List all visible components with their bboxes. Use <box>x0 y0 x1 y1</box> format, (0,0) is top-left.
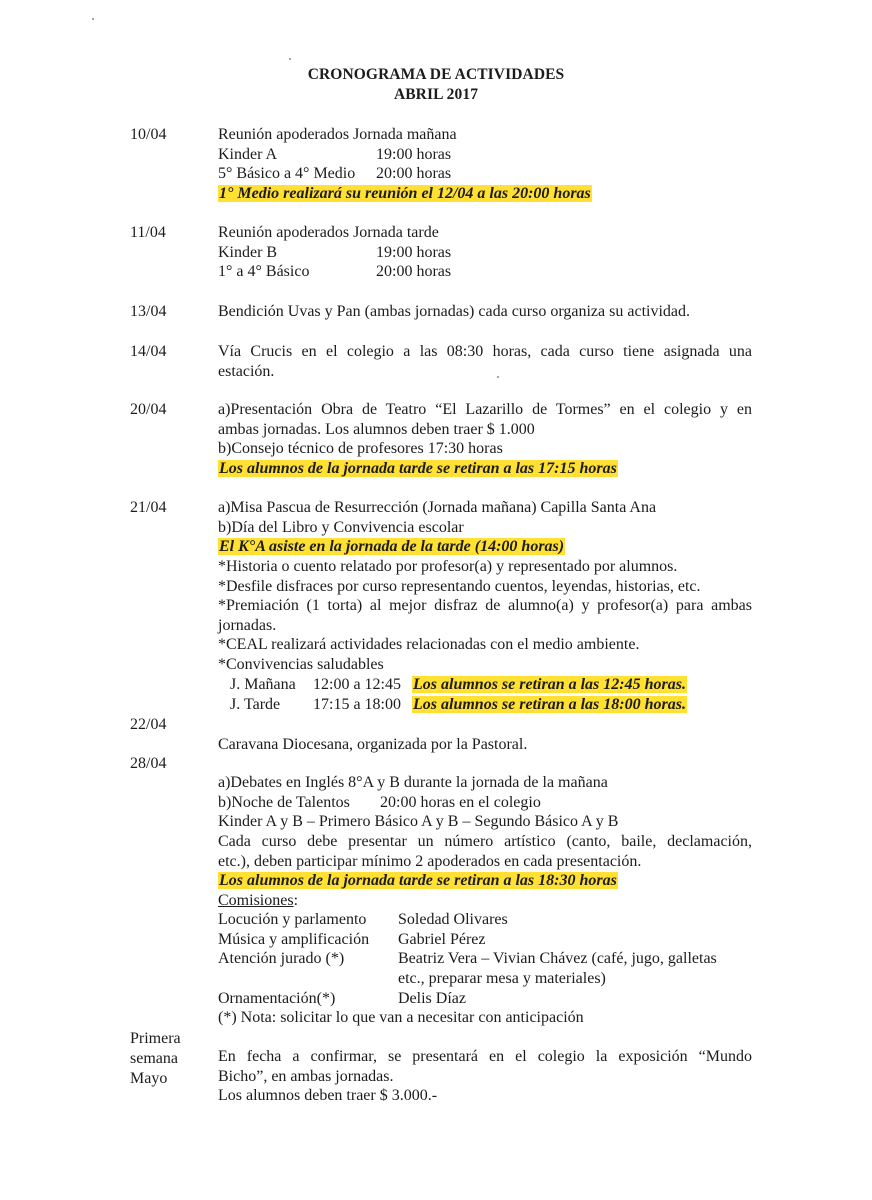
highlight-note: 1° Medio realizará su reunión el 12/04 a las 20:00 horas <box>219 185 591 202</box>
entry-text: Reunión apoderados Jornada mañana <box>218 126 457 143</box>
entry-date: Primera <box>130 1030 181 1047</box>
scan-speck <box>289 58 291 60</box>
entry-text: En fecha a confirmar, se presentará en el colegio la exposición “Mundo <box>218 1048 752 1065</box>
entry-date: 22/04 <box>130 716 167 733</box>
commission-role: Ornamentación(*) <box>218 990 336 1007</box>
entry-date: 28/04 <box>130 755 167 772</box>
shift: J. Tarde <box>230 696 281 713</box>
entry-date: 13/04 <box>130 303 167 320</box>
entry-text: *CEAL realizará actividades relacionadas con el medio ambiente. <box>218 636 640 653</box>
entry-text: *Convivencias saludables <box>218 656 384 673</box>
entry-text: Bendición Uvas y Pan (ambas jornadas) cada curso organiza su actividad. <box>218 303 690 320</box>
entry-text: Reunión apoderados Jornada tarde <box>218 224 439 241</box>
entry-date: 20/04 <box>130 401 167 418</box>
entry-text: *Premiación (1 torta) al mejor disfraz de alumno(a) y profesor(a) para ambas <box>218 597 752 614</box>
entry-text: ambas jornadas. Los alumnos deben traer $ 1.000 <box>218 421 535 438</box>
shift: J. Mañana <box>230 676 296 693</box>
commission-role: Música y amplificación <box>218 931 370 948</box>
entry-text: Caravana Diocesana, organizada por la Pastoral. <box>218 736 528 753</box>
time: 20:00 horas <box>376 165 452 182</box>
entry-text: Vía Crucis en el colegio a las 08:30 horas, cada curso tiene asignada una <box>218 343 752 360</box>
course: Kinder A <box>218 146 278 163</box>
commission-row <box>218 950 717 968</box>
entry-text: Cada curso debe presentar un número artístico (canto, baile, declamación, <box>218 833 752 850</box>
schedule-row <box>230 696 687 714</box>
commission-person: Gabriel Pérez <box>398 931 486 948</box>
schedule-row <box>218 165 451 183</box>
document-title: CRONOGRAMA DE ACTIVIDADES <box>307 66 565 83</box>
commission-row <box>218 990 466 1008</box>
time-range: 12:00 a 12:45 <box>313 676 401 693</box>
highlight-note: Los alumnos se retiran a las 18:00 horas. <box>413 696 686 713</box>
commission-person: Soledad Olivares <box>398 911 508 928</box>
entry-text: Los alumnos deben traer $ 3.000.- <box>218 1087 438 1104</box>
commission-person: Delis Díaz <box>398 990 466 1007</box>
entry-date: 14/04 <box>130 343 167 360</box>
entry-text: etc.), deben participar mínimo 2 apoderados en cada presentación. <box>218 853 642 870</box>
commission-row <box>218 931 486 949</box>
scan-speck <box>92 18 94 20</box>
course: Kinder B <box>218 244 278 261</box>
course: 5° Básico a 4° Medio <box>218 165 356 182</box>
entry-text: Kinder A y B – Primero Básico A y B – Segundo Básico A y B <box>218 813 619 830</box>
schedule-row <box>218 263 451 281</box>
commission-role: Locución y parlamento <box>218 911 367 928</box>
commission-detail: etc., preparar mesa y materiales) <box>398 970 606 987</box>
entry-date: 11/04 <box>130 224 166 241</box>
highlight-note: El K°A asiste en la jornada de la tarde (14:00 horas) <box>219 538 565 555</box>
time: 19:00 horas <box>376 244 452 261</box>
time: 20:00 horas <box>376 263 452 280</box>
highlight-note: Los alumnos de la jornada tarde se retiran a las 18:30 horas <box>219 872 617 889</box>
entry-text: a)Presentación Obra de Teatro “El Lazarillo de Tormes” en el colegio y en <box>218 401 752 418</box>
entry-text: b)Noche de Talentos 20:00 horas en el colegio <box>218 794 541 811</box>
commission-person: Beatriz Vera – Vivian Chávez (café, jugo, galletas <box>398 950 717 967</box>
time-range: 17:15 a 18:00 <box>313 696 401 713</box>
commission-row <box>218 911 508 929</box>
entry-date: 10/04 <box>130 126 167 143</box>
highlight-note: Los alumnos se retiran a las 12:45 horas. <box>413 676 686 693</box>
schedule-row <box>218 244 451 262</box>
time: 19:00 horas <box>376 146 452 163</box>
entry-text: b)Día del Libro y Convivencia escolar <box>218 519 464 536</box>
course: 1° a 4° Básico <box>218 263 310 280</box>
entry-text: estación. <box>218 363 275 380</box>
entry-text: jornadas. <box>218 617 277 634</box>
entry-text: *Historia o cuento relatado por profesor(a) y representado por alumnos. <box>218 558 678 575</box>
scan-speck <box>497 376 499 378</box>
entry-text: Bicho”, en ambas jornadas. <box>218 1068 394 1085</box>
entry-date: Mayo <box>130 1070 168 1087</box>
entry-date: semana <box>130 1050 178 1067</box>
entry-text: a)Misa Pascua de Resurrección (Jornada mañana) Capilla Santa Ana <box>218 499 657 516</box>
schedule-row <box>218 146 451 164</box>
note: (*) Nota: solicitar lo que van a necesitar con anticipación <box>218 1009 584 1026</box>
entry-date: 21/04 <box>130 499 167 516</box>
highlight-note: Los alumnos de la jornada tarde se retiran a las 17:15 horas <box>219 460 617 477</box>
entry-text: *Desfile disfraces por curso representando cuentos, leyendas, historias, etc. <box>218 578 701 595</box>
commission-role: Atención jurado (*) <box>218 950 345 967</box>
commissions-heading: Comisiones: <box>218 892 299 909</box>
schedule-row <box>230 676 687 694</box>
document-subtitle: ABRIL 2017 <box>393 86 479 103</box>
entry-text: a)Debates en Inglés 8°A y B durante la jornada de la mañana <box>218 774 608 791</box>
entry-text: b)Consejo técnico de profesores 17:30 horas <box>218 440 503 457</box>
